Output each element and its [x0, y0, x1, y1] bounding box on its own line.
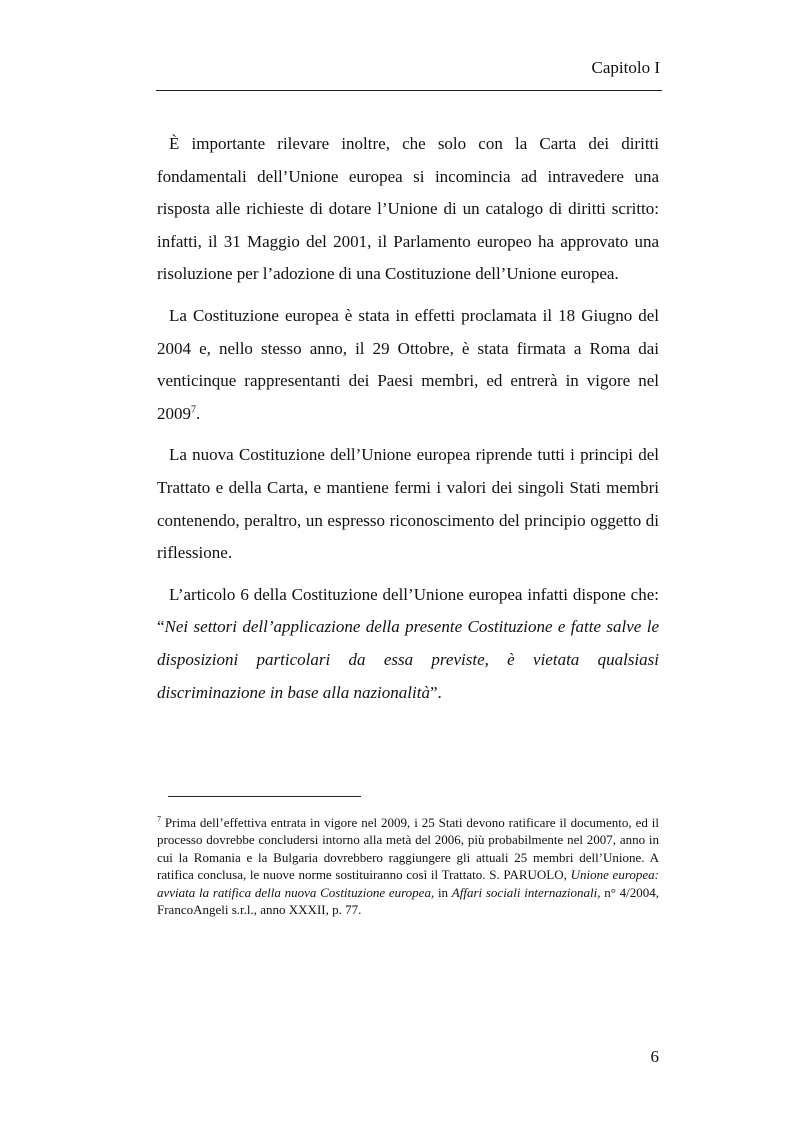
article-quote: Nei settori dell’applicazione della presente Costituzione e fatte salve le disposizioni particolari da essa previste, è vietata qualsiasi discriminazione in base alla nazionalità	[157, 617, 659, 702]
footnote-text: Prima dell’effettiva entrata in vigore nel 2009, i 25 Stati devono ratificare il documento, ed il processo dovrebbe concludersi intorno alla metà del 2006, più probabilmente nel 2007, anno in cui la Romania e la Bulgaria dovrebbero raggiungere gli attuali 25 membri dell’Unione. A ratifica conclusa, le nuove norme sostituiranno così il Trattato. S. PARUOLO,	[157, 815, 659, 883]
paragraph-3	[157, 439, 659, 569]
footnote-7	[157, 814, 659, 918]
paragraph-3-text: La nuova Costituzione dell’Unione europea riprende tutti i principi del Trattato e della Carta, e mantiene fermi i valori dei singoli Stati membri contenendo, peraltro, un espresso riconoscimento del principio oggetto di riflessione.	[157, 445, 659, 563]
paragraph-2-text: La Costituzione europea è stata in effetti proclamata il 18 Giugno del 2004 e, nello stesso anno, il 29 Ottobre, è stata firmata a Roma dai venticinque rappresentanti dei Paesi membri, ed entrerà in vigore nel 2009	[157, 305, 659, 423]
footnote-ref-7[interactable]: 7	[191, 404, 196, 416]
paragraph-1-text: È importante rilevare inoltre, che solo con la Carta dei diritti fondamentali dell’Unione europea si incomincia ad intravedere una risposta alle richieste di dotare l’Unione di un catalogo di diritti scritto: infatti, il 31 Maggio del 2001, il Parlamento europeo ha approvato una risoluzione per l’adozione di una Costituzione dell’Unione europea.	[157, 134, 659, 284]
paragraph-2-end: .	[196, 403, 201, 423]
footnote-article-title: Unione europea: avviata la ratifica della nuova Costituzione europea	[157, 867, 659, 900]
footnote-divider	[168, 796, 361, 797]
paragraph-4-start: L’articolo 6 della Costituzione dell’Unione europea infatti dispone che: “	[157, 584, 659, 637]
footnote-journal-title: Affari sociali internazionali	[451, 884, 598, 900]
main-text	[157, 128, 659, 718]
page-number: 6	[650, 1047, 659, 1066]
paragraph-4	[157, 579, 659, 709]
paragraph-1	[157, 128, 659, 291]
footnote-mid: , in	[430, 884, 452, 900]
paragraph-4-end: ”.	[429, 682, 442, 702]
footnote-end: , n° 4/2004, FrancoAngeli s.r.l., anno XXXII, p. 77.	[157, 884, 659, 918]
chapter-title: Capitolo I	[591, 58, 660, 77]
page-header	[156, 56, 662, 91]
footnote-number: 7	[157, 814, 161, 824]
paragraph-2	[157, 300, 659, 430]
